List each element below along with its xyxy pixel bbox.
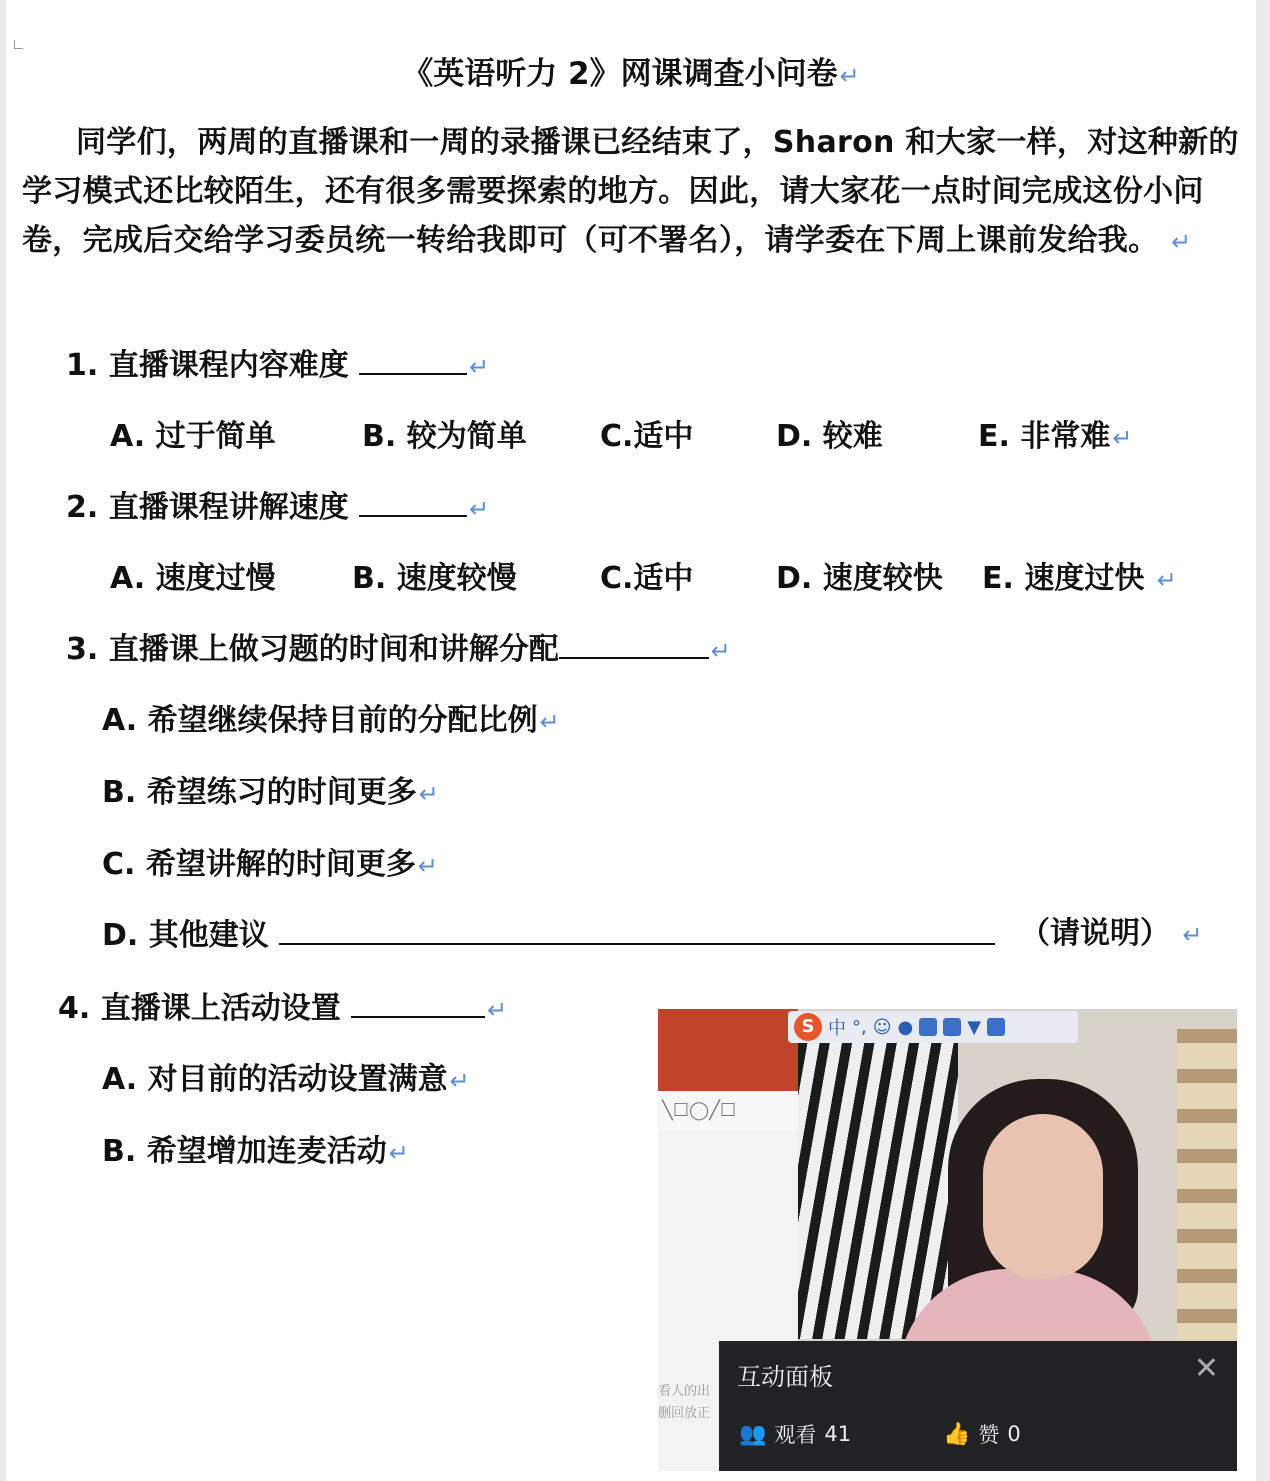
- paragraph-mark: ↵: [449, 1067, 470, 1095]
- question-2-label: 2. 直播课程讲解速度: [66, 490, 349, 525]
- ime-mode-toggle[interactable]: 中: [828, 1018, 846, 1039]
- q4-option-a: [102, 1054, 470, 1098]
- q3-option-c-text: C. 希望讲解的时间更多: [102, 847, 416, 882]
- likes-count: 0: [1007, 1422, 1021, 1446]
- paragraph-mark: ↵: [388, 1139, 409, 1167]
- sogou-logo-icon[interactable]: S: [794, 1013, 822, 1041]
- q1-option-e: [978, 411, 1132, 455]
- question-3-label: 3. 直播课上做习题的时间和讲解分配: [66, 632, 559, 667]
- paragraph-mark: ↵: [487, 996, 508, 1024]
- thumbs-up-icon[interactable]: 👍: [943, 1421, 971, 1447]
- paragraph-mark: ↵: [1182, 921, 1203, 949]
- q3-option-b: [102, 767, 439, 811]
- live-video-window[interactable]: [658, 1009, 1237, 1471]
- paragraph-mark: ↵: [1156, 566, 1177, 594]
- toolbox-icon[interactable]: [943, 1018, 961, 1036]
- q1-option-e-text: E. 非常难: [978, 419, 1111, 454]
- viewer-count: [739, 1419, 851, 1449]
- ime-toolbar[interactable]: [788, 1011, 1078, 1043]
- presenter-face: [983, 1114, 1103, 1279]
- close-icon[interactable]: ✕: [1193, 1351, 1219, 1386]
- paragraph-mark: ↵: [710, 637, 731, 665]
- q1-option-c: C.适中: [600, 419, 694, 454]
- ime-punct-toggle[interactable]: °,: [852, 1016, 867, 1038]
- answer-blank[interactable]: [359, 487, 467, 517]
- background-bookshelf: [1177, 1029, 1237, 1349]
- ppt-hint-text: [658, 1381, 710, 1425]
- interaction-panel: [719, 1341, 1237, 1471]
- viewers-count: 41: [824, 1422, 852, 1446]
- users-icon: 👥: [739, 1421, 767, 1447]
- paragraph-mark: ↵: [539, 708, 560, 736]
- question-2: [66, 482, 489, 526]
- answer-blank[interactable]: [359, 345, 467, 375]
- paragraph-mark: ↵: [1112, 424, 1133, 452]
- q1-option-d: D. 较难: [776, 419, 883, 454]
- q2-option-e: [982, 553, 1177, 597]
- ppt-ribbon: [658, 1009, 798, 1091]
- title-text: 《英语听力 2》网课调查小问卷: [402, 56, 838, 92]
- q3-option-d: [102, 910, 995, 954]
- q3-option-a-text: A. 希望继续保持目前的分配比例: [102, 703, 538, 738]
- likes-label: 赞: [978, 1423, 1000, 1447]
- paragraph-mark: ↵: [469, 495, 490, 523]
- question-4: [58, 983, 507, 1027]
- document-title: [6, 48, 1256, 93]
- viewers-label: 观看: [774, 1423, 817, 1447]
- microphone-icon[interactable]: ●: [897, 1016, 914, 1038]
- q3-option-c: [102, 839, 438, 883]
- answer-blank[interactable]: [559, 629, 709, 659]
- background-curtain: [798, 1039, 958, 1339]
- q4-option-a-text: A. 对目前的活动设置满意: [102, 1062, 448, 1097]
- q1-option-a: A. 过于简单: [110, 419, 276, 454]
- q4-option-b-text: B. 希望增加连麦活动: [102, 1134, 387, 1169]
- intro-paragraph: [22, 118, 1242, 267]
- question-4-label: 4. 直播课上活动设置: [58, 991, 341, 1026]
- q3-note: [1020, 908, 1203, 952]
- q3-option-d-text: D. 其他建议: [102, 918, 269, 953]
- q3-note-text: （请说明）: [1020, 916, 1170, 951]
- question-3: [66, 624, 731, 668]
- paragraph-mark: ↵: [418, 780, 439, 808]
- ppt-hint-line: 删回放正: [658, 1406, 711, 1421]
- paragraph-mark: ↵: [469, 353, 490, 381]
- answer-blank[interactable]: [351, 988, 485, 1018]
- paragraph-mark: ↵: [1171, 228, 1192, 256]
- ppt-shapes-toolbar: ╲☐◯╱☐: [658, 1091, 798, 1131]
- q2-option-d: D. 速度较快: [776, 561, 943, 596]
- suggestion-blank[interactable]: [279, 915, 995, 945]
- emoji-icon[interactable]: ☺: [872, 1016, 892, 1038]
- skin-icon[interactable]: ▼: [967, 1016, 982, 1038]
- paragraph-mark: ↵: [417, 852, 438, 880]
- question-1-label: 1. 直播课程内容难度: [66, 348, 349, 383]
- like-count[interactable]: [943, 1419, 1021, 1449]
- panel-title: 互动面板: [737, 1363, 833, 1391]
- q2-option-e-text: E. 速度过快: [982, 561, 1145, 596]
- keyboard-icon[interactable]: [919, 1018, 937, 1036]
- question-1: [66, 340, 489, 384]
- q2-option-a: A. 速度过慢: [110, 561, 276, 596]
- q1-option-b: B. 较为简单: [362, 419, 527, 454]
- q4-option-b: [102, 1126, 409, 1170]
- intro-text: 同学们，两周的直播课和一周的录播课已经结束了，Sharon 和大家一样，对这种新的学习模式还比较陌生，还有很多需要探索的地方。因此，请大家花一点时间完成这份小问卷，完成后交给学习委员统一转给我即可（可不署名），请学委在下周上课前发给我。: [22, 125, 1239, 258]
- paragraph-mark: ↵: [839, 62, 860, 90]
- q2-option-b: B. 速度较慢: [352, 561, 517, 596]
- q3-option-a: [102, 695, 560, 739]
- q2-option-c: C.适中: [600, 561, 694, 596]
- ppt-hint-line: 看人的出: [658, 1384, 711, 1399]
- grid-menu-icon[interactable]: [987, 1018, 1005, 1036]
- q3-option-b-text: B. 希望练习的时间更多: [102, 775, 417, 810]
